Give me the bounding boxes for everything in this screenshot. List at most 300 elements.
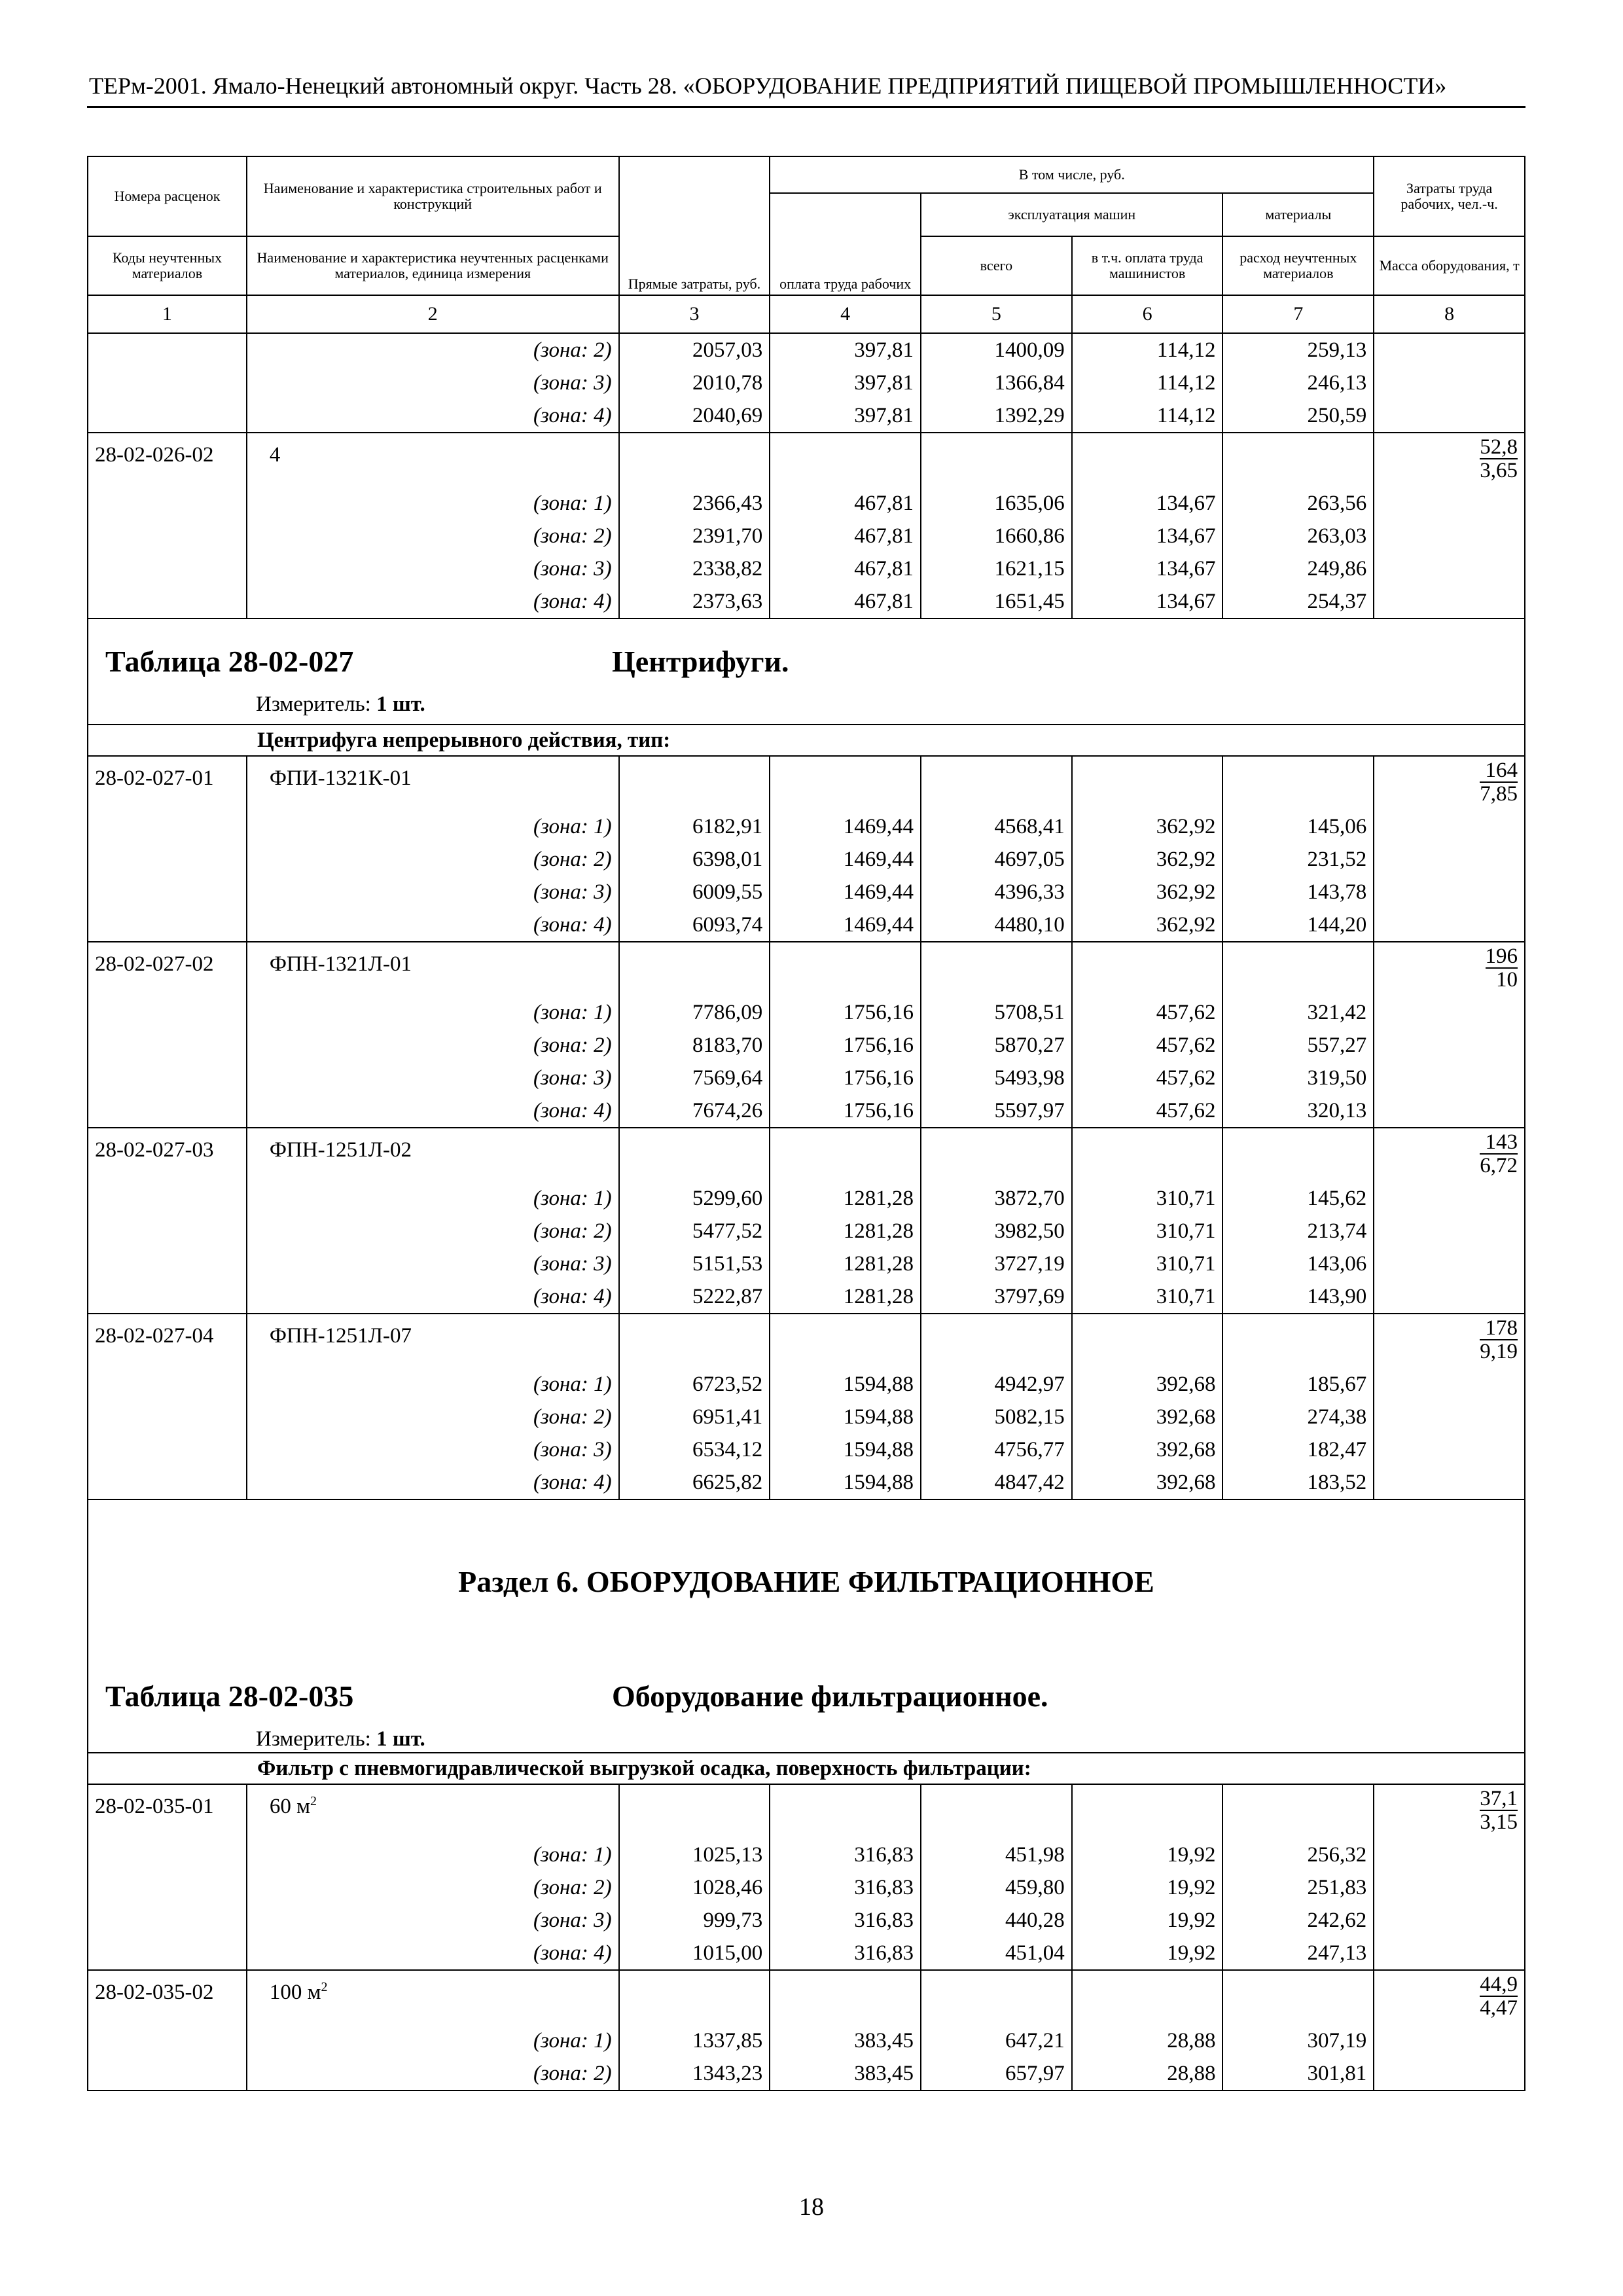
section-title: Раздел 6. ОБОРУДОВАНИЕ ФИЛЬТРАЦИОННОЕ (458, 1565, 1154, 1598)
item-name-text: 4 (269, 443, 281, 467)
empty-cell (88, 1062, 247, 1094)
machinist-labor-cost: 114,12 (1072, 399, 1223, 433)
machinist-labor-cost: 392,68 (1072, 1368, 1223, 1401)
direct-cost: 8183,70 (619, 1029, 770, 1062)
direct-cost: 999,73 (619, 1904, 770, 1937)
equipment-mass: 3,65 (1480, 459, 1518, 482)
zone-label: (зона: 3) (247, 1904, 619, 1937)
direct-cost: 6951,41 (619, 1401, 770, 1433)
machinist-labor-cost: 134,67 (1072, 552, 1223, 585)
unit-of-measure (256, 1723, 425, 1755)
subheading: Центрифуга непрерывного действия, тип: (88, 725, 1525, 756)
empty-cell (88, 1368, 247, 1401)
empty-cell (921, 433, 1072, 487)
col5-header: всего (921, 236, 1072, 295)
direct-cost: 2057,03 (619, 333, 770, 367)
subheading: Фильтр с пневмогидравлической выгрузкой осадка, поверхность фильтрации: (88, 1753, 1525, 1784)
col-number: 6 (1072, 295, 1223, 333)
direct-cost: 2338,82 (619, 552, 770, 585)
empty-cell (88, 843, 247, 876)
materials-cost: 254,37 (1222, 585, 1374, 619)
col7-header: расход неучтенных материалов (1222, 236, 1374, 295)
direct-cost: 2010,78 (619, 367, 770, 399)
zone-row (88, 1247, 1525, 1280)
empty-cell (88, 1937, 247, 1970)
empty-cell (619, 756, 770, 810)
equipment-mass: 9,19 (1480, 1340, 1518, 1363)
group-header: В том числе, руб. (770, 156, 1374, 193)
empty-cell (770, 1128, 921, 1182)
labor-cost: 1594,88 (770, 1466, 921, 1499)
materials-cost: 557,27 (1222, 1029, 1374, 1062)
zone-row (88, 810, 1525, 843)
labor-cost: 1594,88 (770, 1401, 921, 1433)
empty-cell (88, 1401, 247, 1433)
zone-row (88, 1839, 1525, 1871)
labor-hours: 37,1 (1480, 1787, 1518, 1810)
empty-cell (1374, 1094, 1525, 1128)
empty-cell (1374, 843, 1525, 876)
direct-cost: 1028,46 (619, 1871, 770, 1904)
materials-cost: 144,20 (1222, 908, 1374, 942)
empty-cell (1072, 433, 1223, 487)
zone-label: (зона: 2) (247, 520, 619, 552)
item-name-text: 60 м (269, 1795, 310, 1818)
labor-hours: 178 (1480, 1317, 1518, 1340)
item-name-text: ФПН-1251Л-07 (269, 1324, 412, 1348)
empty-cell (1222, 1784, 1374, 1839)
item-name-text: ФПИ-1321К-01 (269, 766, 412, 790)
subheading-row (88, 1753, 1525, 1784)
zone-row (88, 996, 1525, 1029)
empty-cell (88, 1466, 247, 1499)
materials-cost: 263,56 (1222, 487, 1374, 520)
materials-cost: 251,83 (1222, 1871, 1374, 1904)
empty-cell (88, 367, 247, 399)
empty-cell (88, 333, 247, 367)
zone-label: (зона: 3) (247, 1062, 619, 1094)
materials-cost: 320,13 (1222, 1094, 1374, 1128)
machinist-labor-cost: 392,68 (1072, 1466, 1223, 1499)
direct-cost: 6625,82 (619, 1466, 770, 1499)
item-name (247, 756, 619, 810)
empty-cell (88, 2057, 247, 2090)
machine-cost: 4396,33 (921, 876, 1072, 908)
col-number: 5 (921, 295, 1072, 333)
empty-cell (1072, 1970, 1223, 2024)
empty-cell (921, 1128, 1072, 1182)
empty-cell (1374, 1029, 1525, 1062)
unit-superscript: 2 (321, 1980, 328, 1994)
materials-cost: 231,52 (1222, 843, 1374, 876)
machine-cost: 4756,77 (921, 1433, 1072, 1466)
empty-cell (1072, 1314, 1223, 1368)
empty-cell (88, 520, 247, 552)
item-code: 28-02-027-03 (88, 1128, 247, 1182)
empty-cell (1374, 1401, 1525, 1433)
zone-row (88, 585, 1525, 619)
direct-cost: 2391,70 (619, 520, 770, 552)
labor-cost: 1281,28 (770, 1215, 921, 1247)
machinist-labor-cost: 362,92 (1072, 843, 1223, 876)
labor-cost: 1756,16 (770, 996, 921, 1029)
zone-row (88, 1062, 1525, 1094)
zone-label: (зона: 3) (247, 1247, 619, 1280)
fraction (1480, 436, 1518, 482)
zone-label: (зона: 1) (247, 2024, 619, 2057)
machinist-labor-cost: 457,62 (1072, 996, 1223, 1029)
materials-cost: 242,62 (1222, 1904, 1374, 1937)
machinist-labor-cost: 310,71 (1072, 1280, 1223, 1314)
direct-cost: 1015,00 (619, 1937, 770, 1970)
empty-cell (88, 1280, 247, 1314)
empty-cell (88, 585, 247, 619)
page-number: 18 (799, 2193, 824, 2221)
materials-cost: 263,03 (1222, 520, 1374, 552)
unit-label: Измеритель: (256, 1727, 371, 1751)
empty-cell (88, 487, 247, 520)
direct-cost: 5299,60 (619, 1182, 770, 1215)
empty-cell (88, 1904, 247, 1937)
direct-cost: 6398,01 (619, 843, 770, 876)
item-row (88, 1128, 1525, 1182)
empty-cell (1222, 756, 1374, 810)
zone-label: (зона: 2) (247, 1029, 619, 1062)
machinist-labor-cost: 362,92 (1072, 876, 1223, 908)
labor-cost: 383,45 (770, 2024, 921, 2057)
empty-cell (1222, 1970, 1374, 2024)
zone-label: (зона: 1) (247, 996, 619, 1029)
materials-cost: 145,06 (1222, 810, 1374, 843)
item-name (247, 942, 619, 996)
materials-cost: 259,13 (1222, 333, 1374, 367)
item-name-text: 100 м (269, 1981, 321, 2004)
labor-cost: 467,81 (770, 585, 921, 619)
empty-cell (1374, 520, 1525, 552)
materials-cost: 145,62 (1222, 1182, 1374, 1215)
subheading-row (88, 725, 1525, 756)
direct-cost: 6723,52 (619, 1368, 770, 1401)
materials-cost: 213,74 (1222, 1215, 1374, 1247)
labor-mass-fraction (1374, 756, 1525, 810)
direct-cost: 5222,87 (619, 1280, 770, 1314)
machinist-labor-cost: 362,92 (1072, 810, 1223, 843)
empty-cell (619, 1970, 770, 2024)
labor-cost: 467,81 (770, 520, 921, 552)
empty-cell (88, 996, 247, 1029)
machine-cost: 1635,06 (921, 487, 1072, 520)
machine-cost: 451,04 (921, 1937, 1072, 1970)
machine-cost: 5493,98 (921, 1062, 1072, 1094)
empty-cell (1222, 1314, 1374, 1368)
empty-cell (88, 1247, 247, 1280)
labor-cost: 316,83 (770, 1839, 921, 1871)
labor-cost: 1594,88 (770, 1368, 921, 1401)
labor-cost: 316,83 (770, 1937, 921, 1970)
direct-cost: 2373,63 (619, 585, 770, 619)
col3-header: Прямые затраты, руб. (619, 156, 770, 295)
empty-cell (88, 1094, 247, 1128)
machine-cost: 5870,27 (921, 1029, 1072, 1062)
labor-mass-fraction (1374, 1970, 1525, 2024)
empty-cell (1374, 876, 1525, 908)
direct-cost: 5151,53 (619, 1247, 770, 1280)
materials-cost: 182,47 (1222, 1433, 1374, 1466)
empty-cell (1374, 1433, 1525, 1466)
item-code: 28-02-035-02 (88, 1970, 247, 2024)
machinist-labor-cost: 134,67 (1072, 487, 1223, 520)
empty-cell (1374, 487, 1525, 520)
machine-cost: 1651,45 (921, 585, 1072, 619)
materials-cost: 319,50 (1222, 1062, 1374, 1094)
empty-cell (770, 433, 921, 487)
price-table (87, 156, 1525, 2091)
empty-cell (88, 1182, 247, 1215)
labor-hours: 52,8 (1480, 435, 1518, 459)
materials-cost: 321,42 (1222, 996, 1374, 1029)
empty-cell (1374, 1182, 1525, 1215)
direct-cost: 7786,09 (619, 996, 770, 1029)
direct-cost: 2366,43 (619, 487, 770, 520)
empty-cell (1374, 1368, 1525, 1401)
machine-cost: 1621,15 (921, 552, 1072, 585)
labor-mass-fraction (1374, 1314, 1525, 1368)
fraction (1480, 1131, 1518, 1177)
empty-cell (88, 1029, 247, 1062)
zone-row (88, 908, 1525, 942)
zone-label: (зона: 2) (247, 1215, 619, 1247)
materials-cost: 143,78 (1222, 876, 1374, 908)
machines-header: эксплуатация машин (921, 193, 1222, 236)
machine-cost: 5597,97 (921, 1094, 1072, 1128)
empty-cell (88, 1871, 247, 1904)
zone-row (88, 367, 1525, 399)
direct-cost: 6182,91 (619, 810, 770, 843)
labor-cost: 1756,16 (770, 1062, 921, 1094)
empty-cell (88, 399, 247, 433)
unit-of-measure (256, 688, 425, 721)
zone-label: (зона: 3) (247, 552, 619, 585)
zone-label: (зона: 4) (247, 1466, 619, 1499)
labor-cost: 1469,44 (770, 810, 921, 843)
zone-label: (зона: 2) (247, 2057, 619, 2090)
item-row (88, 1784, 1525, 1839)
unit-superscript: 2 (310, 1794, 317, 1808)
zone-label: (зона: 2) (247, 843, 619, 876)
machine-cost: 5708,51 (921, 996, 1072, 1029)
zone-row (88, 552, 1525, 585)
labor-cost: 316,83 (770, 1871, 921, 1904)
machinist-labor-cost: 28,88 (1072, 2024, 1223, 2057)
machine-cost: 5082,15 (921, 1401, 1072, 1433)
empty-cell (921, 756, 1072, 810)
empty-cell (88, 908, 247, 942)
labor-cost: 1281,28 (770, 1247, 921, 1280)
direct-cost: 1343,23 (619, 2057, 770, 2090)
unit-value: 1 шт. (376, 1727, 425, 1751)
machinist-labor-cost: 457,62 (1072, 1062, 1223, 1094)
zone-label: (зона: 3) (247, 1433, 619, 1466)
machinist-labor-cost: 392,68 (1072, 1401, 1223, 1433)
table-caption-row (88, 619, 1525, 725)
zone-row (88, 1466, 1525, 1499)
fraction (1480, 1317, 1518, 1363)
item-code: 28-02-027-02 (88, 942, 247, 996)
machinist-labor-cost: 310,71 (1072, 1215, 1223, 1247)
zone-label: (зона: 4) (247, 1280, 619, 1314)
empty-cell (1374, 996, 1525, 1029)
zone-row (88, 2057, 1525, 2090)
machinist-labor-cost: 362,92 (1072, 908, 1223, 942)
materials-cost: 247,13 (1222, 1937, 1374, 1970)
machine-cost: 440,28 (921, 1904, 1072, 1937)
item-code: 28-02-027-04 (88, 1314, 247, 1368)
zone-row (88, 2024, 1525, 2057)
col1-header: Номера расценок (88, 156, 247, 236)
labor-cost: 1281,28 (770, 1280, 921, 1314)
zone-label: (зона: 2) (247, 1401, 619, 1433)
machinist-labor-cost: 392,68 (1072, 1433, 1223, 1466)
zone-row (88, 399, 1525, 433)
materials-cost: 249,86 (1222, 552, 1374, 585)
machinist-labor-cost: 134,67 (1072, 585, 1223, 619)
zone-label: (зона: 4) (247, 585, 619, 619)
zone-row (88, 520, 1525, 552)
col2-header-bottom: Наименование и характеристика неучтенных расценками материалов, единица измерения (247, 236, 619, 295)
machine-cost: 4942,97 (921, 1368, 1072, 1401)
table-caption-row (88, 1499, 1525, 1753)
direct-cost: 2040,69 (619, 399, 770, 433)
labor-cost: 467,81 (770, 552, 921, 585)
empty-cell (921, 942, 1072, 996)
zone-label: (зона: 4) (247, 1937, 619, 1970)
col8-header-bottom: Масса оборудования, т (1374, 236, 1525, 295)
empty-cell (1374, 333, 1525, 367)
empty-cell (1222, 433, 1374, 487)
machinist-labor-cost: 19,92 (1072, 1871, 1223, 1904)
machine-cost: 4480,10 (921, 908, 1072, 942)
machinist-labor-cost: 114,12 (1072, 333, 1223, 367)
empty-cell (1072, 756, 1223, 810)
labor-cost: 316,83 (770, 1904, 921, 1937)
empty-cell (1222, 942, 1374, 996)
empty-cell (1374, 1839, 1525, 1871)
empty-cell (1072, 1128, 1223, 1182)
empty-cell (770, 1314, 921, 1368)
machinist-labor-cost: 19,92 (1072, 1937, 1223, 1970)
col-number: 4 (770, 295, 921, 333)
equipment-mass: 3,15 (1480, 1810, 1518, 1834)
zone-row (88, 1182, 1525, 1215)
empty-cell (1374, 1871, 1525, 1904)
zone-label: (зона: 1) (247, 487, 619, 520)
labor-cost: 397,81 (770, 367, 921, 399)
empty-cell (1374, 2024, 1525, 2057)
item-row (88, 1970, 1525, 2024)
machinist-labor-cost: 310,71 (1072, 1182, 1223, 1215)
materials-cost: 256,32 (1222, 1839, 1374, 1871)
empty-cell (619, 942, 770, 996)
col-number: 7 (1222, 295, 1374, 333)
zone-row (88, 1937, 1525, 1970)
empty-cell (619, 1314, 770, 1368)
materials-cost: 183,52 (1222, 1466, 1374, 1499)
fraction (1480, 1787, 1518, 1833)
zone-row (88, 876, 1525, 908)
empty-cell (1374, 1247, 1525, 1280)
empty-cell (770, 1784, 921, 1839)
empty-cell (88, 2024, 247, 2057)
header-rule (87, 106, 1525, 108)
empty-cell (1374, 1904, 1525, 1937)
direct-cost: 6009,55 (619, 876, 770, 908)
empty-cell (88, 552, 247, 585)
col-number: 8 (1374, 295, 1525, 333)
labor-mass-fraction (1374, 433, 1525, 487)
labor-hours: 164 (1480, 759, 1518, 783)
empty-cell (619, 433, 770, 487)
zone-label: (зона: 1) (247, 1368, 619, 1401)
labor-mass-fraction (1374, 1128, 1525, 1182)
machine-cost: 657,97 (921, 2057, 1072, 2090)
zone-row (88, 1280, 1525, 1314)
empty-cell (770, 756, 921, 810)
empty-cell (1374, 2057, 1525, 2090)
zone-label: (зона: 4) (247, 1094, 619, 1128)
empty-cell (1222, 1128, 1374, 1182)
machinist-labor-cost: 457,62 (1072, 1094, 1223, 1128)
direct-cost: 6093,74 (619, 908, 770, 942)
fraction (1486, 945, 1518, 991)
labor-cost: 1469,44 (770, 908, 921, 942)
machine-cost: 3797,69 (921, 1280, 1072, 1314)
empty-cell (1374, 1937, 1525, 1970)
zone-row (88, 1401, 1525, 1433)
empty-cell (1374, 1215, 1525, 1247)
machine-cost: 1660,86 (921, 520, 1072, 552)
zone-row (88, 1871, 1525, 1904)
machine-cost: 1400,09 (921, 333, 1072, 367)
empty-cell (770, 942, 921, 996)
zone-row (88, 1433, 1525, 1466)
labor-cost: 1756,16 (770, 1029, 921, 1062)
empty-cell (770, 1970, 921, 2024)
equipment-mass: 10 (1496, 968, 1518, 992)
empty-cell (921, 1970, 1072, 2024)
zone-row (88, 1368, 1525, 1401)
zone-label: (зона: 4) (247, 399, 619, 433)
empty-cell (1374, 1466, 1525, 1499)
zone-row (88, 1094, 1525, 1128)
item-row (88, 942, 1525, 996)
running-title: ТЕРм-2001. Ямало-Ненецкий автономный округ. Часть 28. «ОБОРУДОВАНИЕ ПРЕДПРИЯТИЙ ПИЩЕВОЙ ПРОМЫШЛЕННОСТИ» (89, 73, 1447, 99)
col6-header: в т.ч. оплата труда машинистов (1072, 236, 1223, 295)
empty-cell (88, 1215, 247, 1247)
item-code: 28-02-027-01 (88, 756, 247, 810)
labor-mass-fraction (1374, 1784, 1525, 1839)
machine-cost: 1392,29 (921, 399, 1072, 433)
empty-cell (88, 876, 247, 908)
empty-cell (1072, 942, 1223, 996)
materials-cost: 185,67 (1222, 1368, 1374, 1401)
machinist-labor-cost: 114,12 (1072, 367, 1223, 399)
empty-cell (921, 1314, 1072, 1368)
zone-label: (зона: 4) (247, 908, 619, 942)
zone-label: (зона: 1) (247, 810, 619, 843)
machine-cost: 3727,19 (921, 1247, 1072, 1280)
zone-label: (зона: 2) (247, 333, 619, 367)
labor-cost: 397,81 (770, 333, 921, 367)
